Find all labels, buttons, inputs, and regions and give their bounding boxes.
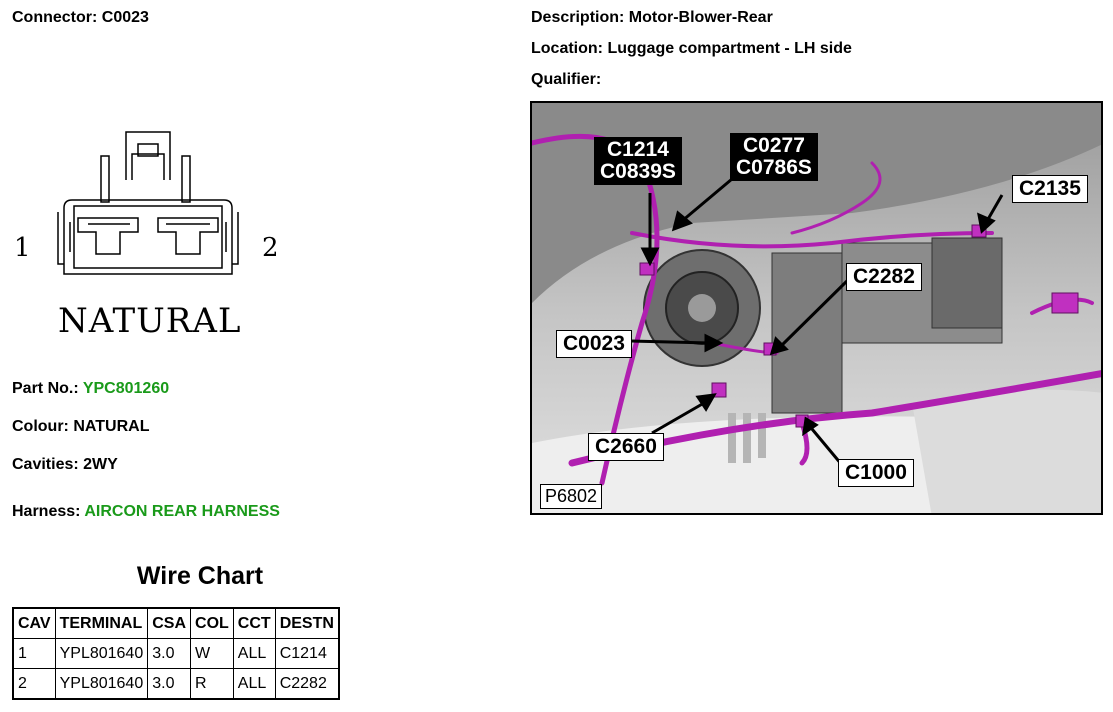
colour-label: Colour: <box>12 418 69 435</box>
callout-c1214-c0839s[interactable] <box>594 137 682 185</box>
callout-c0277: C0277 <box>743 134 805 157</box>
callout-c2135[interactable]: C2135 <box>1012 175 1088 203</box>
cell-cav: 2 <box>13 669 55 700</box>
header-destn: DESTN <box>275 608 339 639</box>
header-cav: CAV <box>13 608 55 639</box>
part-label: Part No.: <box>12 380 79 397</box>
cavities-line <box>12 456 118 474</box>
location-photo <box>530 101 1103 515</box>
cell-destn: C1214 <box>275 639 339 669</box>
harness-link[interactable]: AIRCON REAR HARNESS <box>84 503 280 520</box>
part-number-link[interactable]: YPC801260 <box>82 380 170 397</box>
connector-value: C0023 <box>101 9 149 26</box>
connector-line <box>12 9 149 27</box>
callout-c0023[interactable]: C0023 <box>556 330 632 358</box>
callout-c2282[interactable]: C2282 <box>846 263 922 291</box>
description-value: Motor-Blower-Rear <box>628 9 773 26</box>
connector-label: Connector: <box>12 9 98 26</box>
cell-cct: ALL <box>233 639 275 669</box>
harness-label: Harness: <box>12 503 81 520</box>
table-row <box>13 639 339 669</box>
description-line <box>531 9 773 27</box>
location-line <box>531 40 852 58</box>
figure-reference: P6802 <box>540 484 602 509</box>
pin-1-label: 1 <box>14 233 31 263</box>
qualifier-label: Qualifier: <box>531 71 602 88</box>
cell-csa: 3.0 <box>148 639 191 669</box>
cell-terminal: YPL801640 <box>55 669 148 700</box>
cell-cct: ALL <box>233 669 275 700</box>
cavities-label: Cavities: <box>12 456 79 473</box>
callout-c0786s: C0786S <box>736 156 812 179</box>
cell-col: R <box>191 669 234 700</box>
cell-cav: 1 <box>13 639 55 669</box>
header-terminal: TERMINAL <box>55 608 148 639</box>
table-row <box>13 669 339 700</box>
cell-csa: 3.0 <box>148 669 191 700</box>
colour-line <box>12 418 149 436</box>
wire-chart-table <box>12 607 340 700</box>
description-label: Description: <box>531 9 625 26</box>
callout-c0277-c0786s[interactable] <box>730 133 818 181</box>
header-cct: CCT <box>233 608 275 639</box>
header-col: COL <box>191 608 234 639</box>
pin-2-label: 2 <box>262 233 279 263</box>
harness-line <box>12 503 280 521</box>
cell-destn: C2282 <box>275 669 339 700</box>
wire-chart-header-row <box>13 608 339 639</box>
qualifier-line <box>531 71 601 89</box>
drawing-colour-text: NATURAL <box>58 301 242 341</box>
callout-c2660[interactable]: C2660 <box>588 433 664 461</box>
callout-c1000[interactable]: C1000 <box>838 459 914 487</box>
connector-face-drawing <box>14 122 294 347</box>
callout-c0839s: C0839S <box>600 160 676 183</box>
cell-terminal: YPL801640 <box>55 639 148 669</box>
location-value: Luggage compartment - LH side <box>607 40 852 57</box>
part-line <box>12 380 169 398</box>
wire-chart-title: Wire Chart <box>136 562 264 590</box>
location-label: Location: <box>531 40 603 57</box>
cavities-value: 2WY <box>83 456 118 473</box>
cell-col: W <box>191 639 234 669</box>
callout-c1214: C1214 <box>607 138 669 161</box>
colour-value: NATURAL <box>73 418 150 435</box>
header-csa: CSA <box>148 608 191 639</box>
